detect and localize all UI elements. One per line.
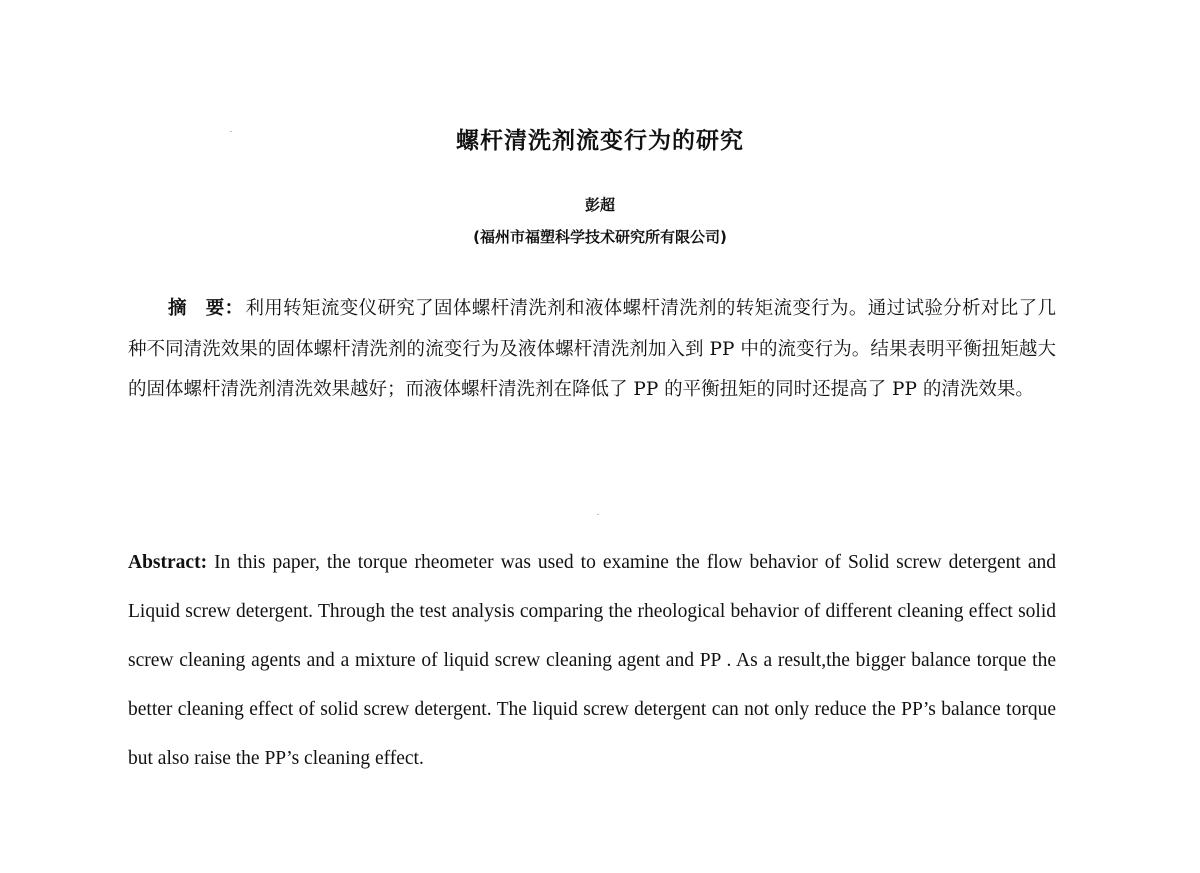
- author-name: 彭超: [584, 196, 615, 214]
- english-abstract: [128, 538, 1056, 783]
- chinese-abstract-label: 摘 要：: [168, 298, 244, 319]
- paper-title: 螺杆清洗剂流变行为的研究: [456, 128, 744, 154]
- chinese-abstract: [128, 289, 1056, 411]
- chinese-abstract-text: 利用转矩流变仪研究了固体螺杆清洗剂和液体螺杆清洗剂的转矩流变行为。通过试验分析对比了几种不同清洗效果的固体螺杆清洗剂的流变行为及液体螺杆清洗剂加入到 PP 中的流变行为。结果表明平衡扭矩越大的固体螺杆清洗剂清洗效果越好；而液体螺杆清洗剂在降低了 PP 的平衡扭矩的同时还提高了 PP 的清洗效果。: [128, 298, 1056, 400]
- scan-speck: [597, 514, 599, 515]
- english-abstract-text: In this paper, the torque rheometer was used to examine the flow behavior of Solid screw detergent and Liquid screw detergent. Through the test analysis comparing the rheological behavior of different cleaning effect solid screw cleaning agents and a mixture of liquid screw cleaning agent and PP . As a result,the bigger balance torque the better cleaning effect of solid screw detergent. The liquid screw detergent can not only reduce the PP’s balance torque but also raise the PP’s cleaning effect.: [128, 552, 1056, 769]
- english-abstract-label: Abstract:: [128, 552, 208, 573]
- author-affiliation: (福州市福塑科学技术研究所有限公司): [473, 228, 727, 246]
